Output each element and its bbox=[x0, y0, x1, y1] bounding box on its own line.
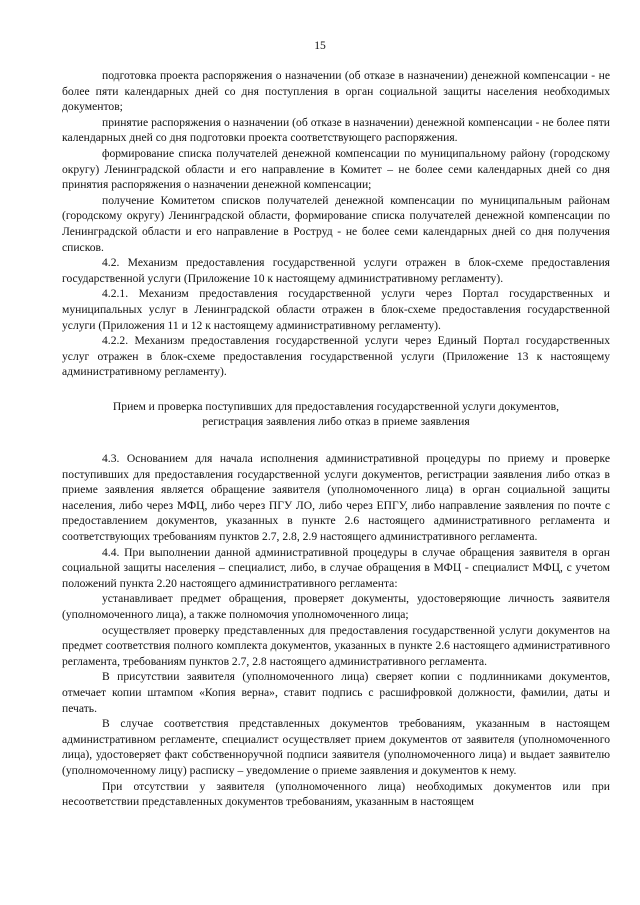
paragraph: осуществляет проверку представленных для предоставления государственной услуги документов на предмет соответствия полного комплекта документов, указанных в пункте 2.6 настоящего административного регламента, требованиям пунктов 2.7, 2.8 настоящего административного регламента. bbox=[62, 623, 610, 668]
paragraph: формирование списка получателей денежной компенсации по муниципальному району (городскому округу) Ленинградской области и его направление в Комитет – не более семи календарных дней со дня принятия распоряжения о назначении денежной компенсации; bbox=[62, 146, 610, 192]
paragraph-4-2: 4.2. Механизм предоставления государственной услуги отражен в блок-схеме предоставления государственной услуги (Приложение 10 к настоящему административному регламенту). bbox=[62, 256, 610, 285]
section-heading: Прием и проверка поступивших для предоставления государственной услуги документов, регистрация заявления либо отказ в приеме заявления bbox=[112, 399, 560, 429]
paragraph: принятие распоряжения о назначении (об отказе в назначении) денежной компенсации - не более пяти календарных дней со дня подготовки проекта соответствующего распоряжения. bbox=[62, 115, 610, 145]
paragraph: В присутствии заявителя (уполномоченного лица) сверяет копии с подлинниками документов, отмечает копии штампом «Копия верна», ставит подпись с расшифровкой должности, фамилии, даты и печать. bbox=[62, 670, 610, 715]
paragraph: В случае соответствия представленных документов требованиям, указанным в настоящем административном регламенте, специалист осуществляет прием документов от заявителя (уполномоченного лица), удостоверяет факт собственноручной подписи заявителя (уполномоченного лица) и выдает заявителю (уполномоченному лицу) расписку – уведомление о приеме заявления и документов к нему. bbox=[62, 717, 610, 777]
page-number: 15 bbox=[314, 39, 326, 52]
paragraph-4-2-2: 4.2.2. Механизм предоставления государственной услуги через Единый Портал государственных услуг отражен в блок-схеме предоставления государственной услуги (Приложение 13 к настоящему административному регламенту). bbox=[62, 334, 610, 379]
paragraph-4-4: 4.4. При выполнении данной административной процедуры в случае обращения заявителя в орган социальной защиты населения – специалист, либо, в случае обращения в МФЦ - специалист МФЦ, с учетом положений пункта 2.20 настоящего административного регламента: bbox=[62, 545, 610, 590]
paragraph: устанавливает предмет обращения, проверяет документы, удостоверяющие личность заявителя (уполномоченного лица), а также полномочия уполномоченного лица; bbox=[62, 592, 610, 621]
paragraph-4-3: 4.3. Основанием для начала исполнения административной процедуры по приему и проверке поступивших для предоставления государственной услуги документов, регистрации заявления либо отказ в приеме заявления является обращение заявителя (уполномоченного лица) в орган социальной защиты населения, либо через МФЦ, либо через ПГУ ЛО, либо через ЕПГУ, либо направление заявления по почте с предоставлением документов, указанных в пункте 2.6 настоящего административного регламента и соответствующих требованиям пунктов 2.7, 2.8, 2.9 настоящего административного регламента. bbox=[62, 452, 610, 544]
paragraph: получение Комитетом списков получателей денежной компенсации по муниципальным районам (городскому округу) Ленинградской области, формирование списка получателей денежной компенсации по Ленинградской области и его направление в Роструд - не более семи календарных дней со дня получения списков. bbox=[62, 193, 610, 254]
paragraph: подготовка проекта распоряжения о назначении (об отказе в назначении) денежной компенсации - не более пяти календарных дней со дня поступления в орган социальной защиты населения необходимых документов; bbox=[62, 69, 610, 114]
paragraph-4-2-1: 4.2.1. Механизм предоставления государственной услуги через Портал государственных и муниципальных услуг в Ленинградской области отражен в блок-схеме предоставления государственной услуги (Приложения 11 и 12 к настоящему административному регламенту). bbox=[62, 287, 610, 332]
page-body bbox=[62, 68, 610, 810]
paragraph: При отсутствии у заявителя (уполномоченного лица) необходимых документов или при несоответствии представленных документов требованиям, указанным в настоящем bbox=[62, 779, 610, 809]
